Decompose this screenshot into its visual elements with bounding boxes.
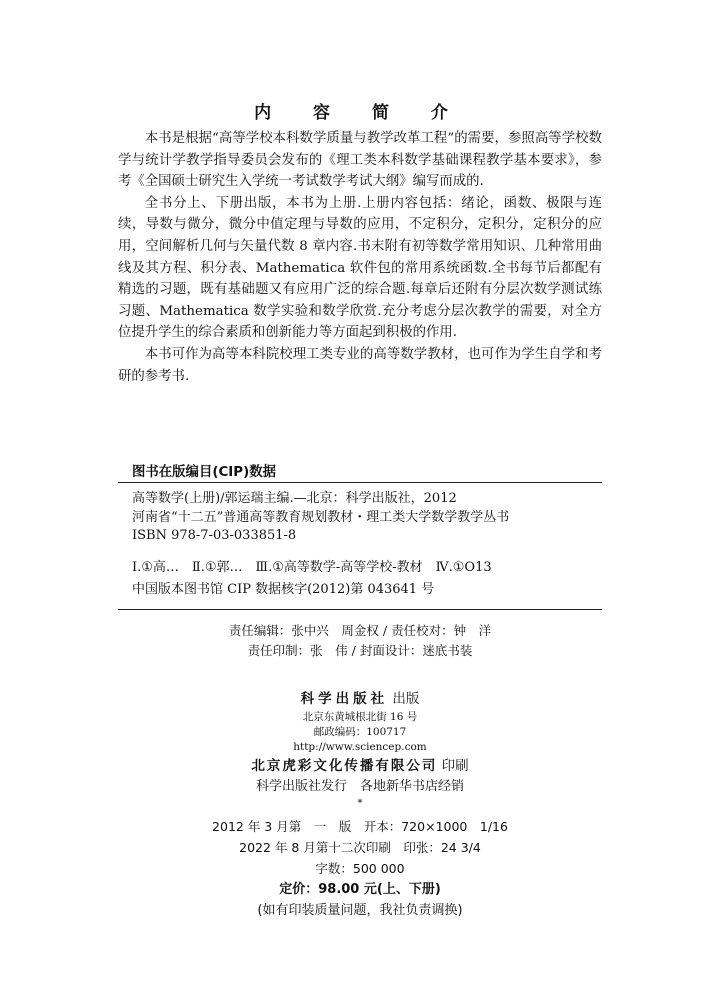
specs-block (0, 816, 720, 921)
publisher-block (0, 688, 720, 811)
publisher-postcode: 邮政编码：100717 (313, 726, 407, 738)
word-count: 字数：500 000 (315, 861, 405, 876)
printer-suffix: 印刷 (437, 758, 469, 774)
cip-series-line: 河南省“十二五”普通高等教育规划教材・理工类大学数学教学丛书 (132, 509, 510, 525)
intro-paragraph: 全书分上、下册出版，本书为上册.上册内容包括：绪论，函数、极限与连续，导数与微分，微分中值定理与导数的应用，不定积分，定积分，定积分的应用，空间解析几何与矢量代数 8 章内容.书末附有初等数学常用知识、几种常用曲线及其方程、积分表、Mathematica 软件包的常用系统函数.全书每节后都配有精选的习题，既有基础题又有应用广泛的综合题.每章后还附有分层次数学测试练习题、Mathematica 数学实验和数学欣赏.充分考虑分层次教学的需要，对全方位提升学生的综合素质和创新能力等方面起到积极的作用. (118, 195, 602, 341)
publisher-name: 科学出版社 (300, 691, 389, 707)
cip-top-rule (118, 482, 602, 483)
cip-classification: Ⅰ.①高… Ⅱ.①郭… Ⅲ.①高等数学-高等学校-教材 Ⅳ.①O13 (132, 559, 492, 575)
publisher-address: 北京东黄城根北街 16 号 (302, 711, 418, 723)
cip-isbn: ISBN 978-7-03-033851-8 (132, 528, 297, 543)
distribution-line: 科学出版社发行 各地新华书店经销 (255, 779, 464, 794)
publisher-line (0, 688, 720, 710)
separator-star: * (357, 798, 363, 809)
printer-name: 北京虎彩文化传播有限公司 (251, 758, 438, 774)
page-title: 内 容 简 介 (254, 103, 466, 123)
publisher-suffix: 出版 (388, 691, 420, 707)
cip-heading: 图书在版编目(CIP)数据 (132, 465, 276, 480)
publisher-url: http://www.sciencep.com (293, 741, 427, 753)
edition-line: 2012 年 3 月第 一 版 开本：720×1000 1/16 (212, 819, 508, 834)
cip-bottom-rule (118, 609, 602, 610)
intro-paragraph: 本书可作为高等本科院校理工类专业的高等数学教材，也可作为学生自学和考研的参考书. (118, 346, 602, 384)
quality-note: (如有印装质量问题，我社负责调换) (257, 903, 463, 918)
cip-title-line: 高等数学(上册)/郭运瑞主编.—北京：科学出版社，2012 (132, 491, 457, 506)
intro-paragraph: 本书是根据“高等学校本科数学质量与教学改革工程”的需要，参照高等学校数学与统计学教学指导委员会发布的《理工类本科数学基础课程教学基本要求》，参考《全国硕士研究生入学统一考试数学考试大纲》编写而成的. (118, 131, 602, 190)
printing-line: 2022 年 8 月第十二次印刷 印张：24 3/4 (239, 840, 481, 855)
credits-editors: 责任编辑：张中兴 周金权 / 责任校对：钟 洋 (228, 623, 492, 638)
cip-record-number: 中国版本图书馆 CIP 数据核字(2012)第 043641 号 (132, 582, 435, 597)
credits-production: 责任印制：张 伟 / 封面设计：迷底书装 (247, 643, 473, 658)
printer-line (0, 755, 720, 777)
price-line: 定价：98.00 元(上、下册) (279, 882, 441, 897)
book-introduction (118, 128, 602, 387)
cip-data-block (132, 490, 602, 600)
credits-block (0, 621, 720, 661)
